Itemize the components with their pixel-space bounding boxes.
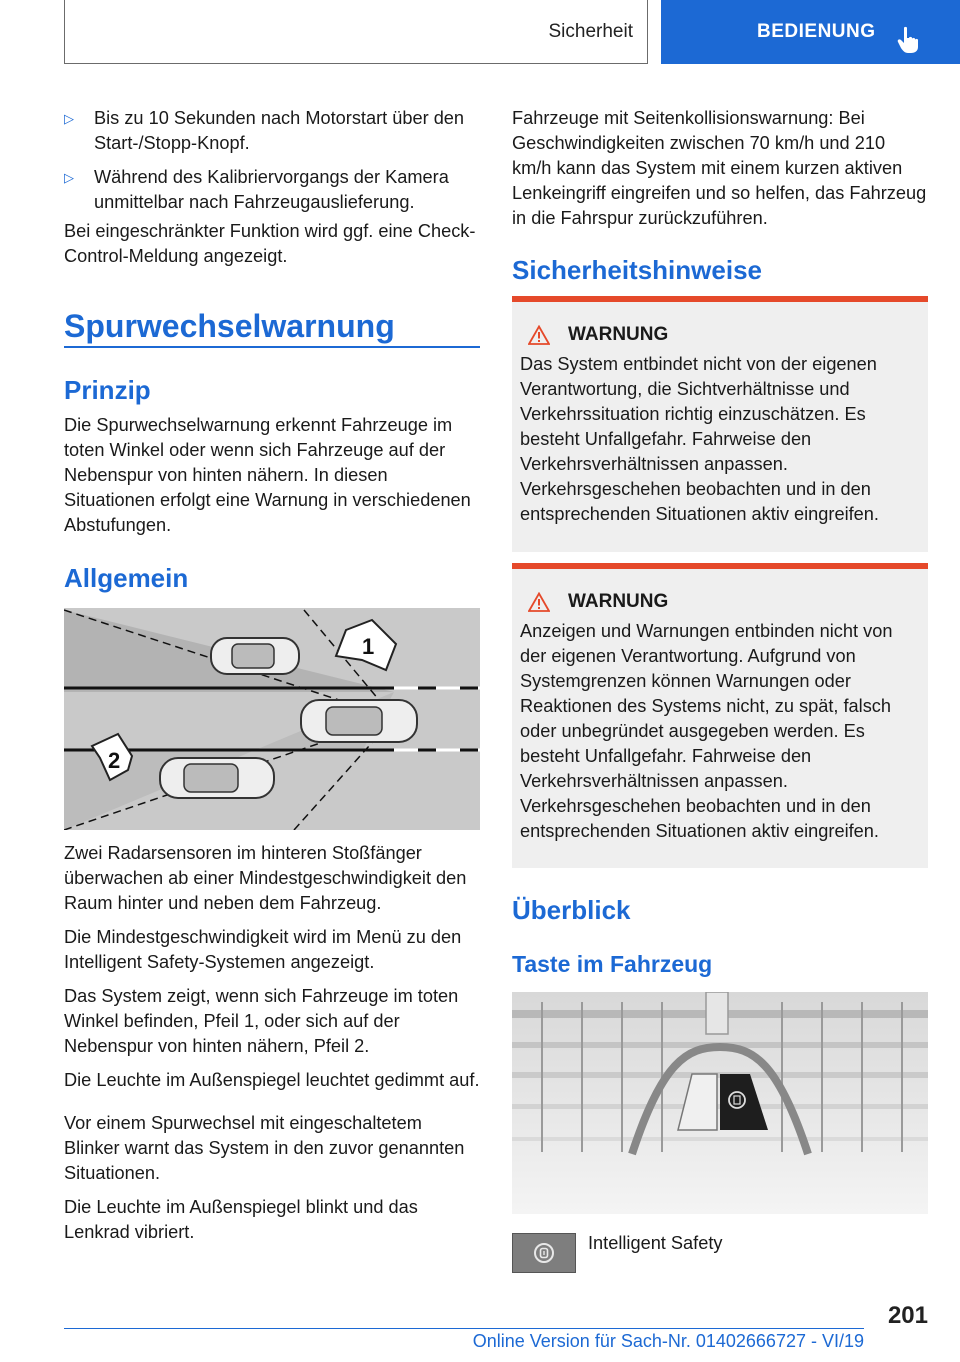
paragraph: Das System zeigt, wenn sich Fahrzeuge im toten Winkel befinden, Pfeil 1, oder sich auf der Nebenspur von hinten nähern, Pfeil 2. xyxy=(64,986,459,1056)
warning-title: WARNUNG xyxy=(520,324,920,346)
footer-rule xyxy=(64,1328,864,1329)
heading-taste-im-fahrzeug: Taste im Fahrzeug xyxy=(512,951,713,977)
warning-box-2 xyxy=(512,563,928,868)
paragraph: Zwei Radarsensoren im hinteren Stoßfänger überwachen ab einer Mindestgeschwindigkeit den Raum hinter und neben dem Fahrzeug. xyxy=(64,843,467,913)
paragraph: Die Leuchte im Außenspiegel blinkt und das Lenkrad vibriert. xyxy=(64,1197,418,1242)
header-section xyxy=(64,0,648,64)
warning-text: Das System entbindet nicht von der eigenen Verantwortung, die Sichtverhältnisse und Verkehrssituation richtig einzuschätzen. Es besteht Unfallgefahr. Fahrweise den Verkehrsverhältnissen anpassen. Verkehrsgeschehen beobachten und in den entsprechenden Situationen aktiv eingreifen. xyxy=(520,354,879,524)
lane-change-diagram xyxy=(64,608,480,830)
triangle-bullet-icon: ▷ xyxy=(64,111,74,126)
intelligent-safety-label: Intelligent Safety xyxy=(588,1233,723,1253)
warning-text: Anzeigen und Warnungen entbinden nicht von der eigenen Verantwortung. Aufgrund von Systemgrenzen können Warnungen oder Reaktionen des Systems nicht, zu spät, falsch oder unbegründet ausgegeben werden. Es besteht Unfallgefahr. Fahrweise den Verkehrsverhältnissen anpassen. Verkehrsgeschehen beobachten und in den entsprechenden Situationen aktiv eingreifen. xyxy=(520,621,893,841)
allgemein-text xyxy=(64,841,480,1245)
paragraph: Die Mindestgeschwindigkeit wird im Menü zu den Intelligent Safety-Systemen angezeigt. xyxy=(64,927,462,972)
intelligent-safety-button[interactable] xyxy=(512,1233,576,1273)
paragraph-prinzip: Die Spurwechselwarnung erkennt Fahrzeuge im toten Winkel oder wenn sich Fahrzeuge auf der Nebenspur von hinten nähern. In diesen Situationen erfolgt eine Warnung in verschiedenen Abstufungen. xyxy=(64,415,471,535)
warning-triangle-icon xyxy=(528,592,550,612)
page-number: 201 xyxy=(887,1302,928,1329)
warning-box-1 xyxy=(512,296,928,552)
paragraph-intro: Bei eingeschränkter Funktion wird ggf. eine Check-Control-Meldung angezeigt. xyxy=(64,221,476,266)
paragraph: Die Leuchte im Außenspiegel leuchtet gedimmt auf. xyxy=(64,1070,480,1090)
list-item: ▷ Bis zu 10 Sekunden nach Motorstart über den Start-/Stopp-Knopf. xyxy=(64,106,480,156)
figure-label-2: 2 xyxy=(108,748,121,773)
pointing-hand-icon xyxy=(897,26,923,54)
button-photo xyxy=(512,992,928,1214)
triangle-bullet-icon: ▷ xyxy=(64,170,74,185)
car-bottom xyxy=(160,758,274,798)
heading-spurwechselwarnung: Spurwechselwarnung xyxy=(64,308,395,344)
heading-allgemein: Allgemein xyxy=(64,563,189,593)
header-chapter xyxy=(661,0,960,64)
header-section-label: Sicherheit xyxy=(548,20,633,42)
car-top xyxy=(211,638,299,674)
warning-triangle-icon xyxy=(528,325,550,345)
figure-label-1: 1 xyxy=(362,634,375,659)
header-chapter-label: BEDIENUNG xyxy=(757,21,876,42)
heading-rule xyxy=(64,346,480,348)
list-item: ▷ Während des Kalibriervorgangs der Kamera unmittelbar nach Fahrzeugauslieferung. xyxy=(64,165,480,215)
warning-title: WARNUNG xyxy=(520,591,920,613)
intelligent-safety-icon xyxy=(533,1242,555,1264)
car-ego xyxy=(301,700,417,742)
bullet-list xyxy=(64,106,480,215)
heading-sicherheitshinweise: Sicherheitshinweise xyxy=(512,255,762,285)
paragraph-seitenkollision: Fahrzeuge mit Seitenkollisionswarnung: Bei Geschwindigkeiten zwischen 70 km/h und 210 km/h kann das System mit einem kurzen aktiven Lenkeingriff eingreifen und so helfen, das Fahrzeug in die Fahrspur zurückzuführen. xyxy=(512,108,927,228)
footer-online-version: Online Version für Sach-Nr. 01402666727 - VI/19 xyxy=(472,1331,864,1351)
paragraph: Vor einem Spurwechsel mit eingeschaltetem Blinker warnt das System in den zuvor genannten Situationen. xyxy=(64,1113,465,1183)
heading-ueberblick: Überblick xyxy=(512,895,631,925)
heading-prinzip: Prinzip xyxy=(64,375,151,405)
